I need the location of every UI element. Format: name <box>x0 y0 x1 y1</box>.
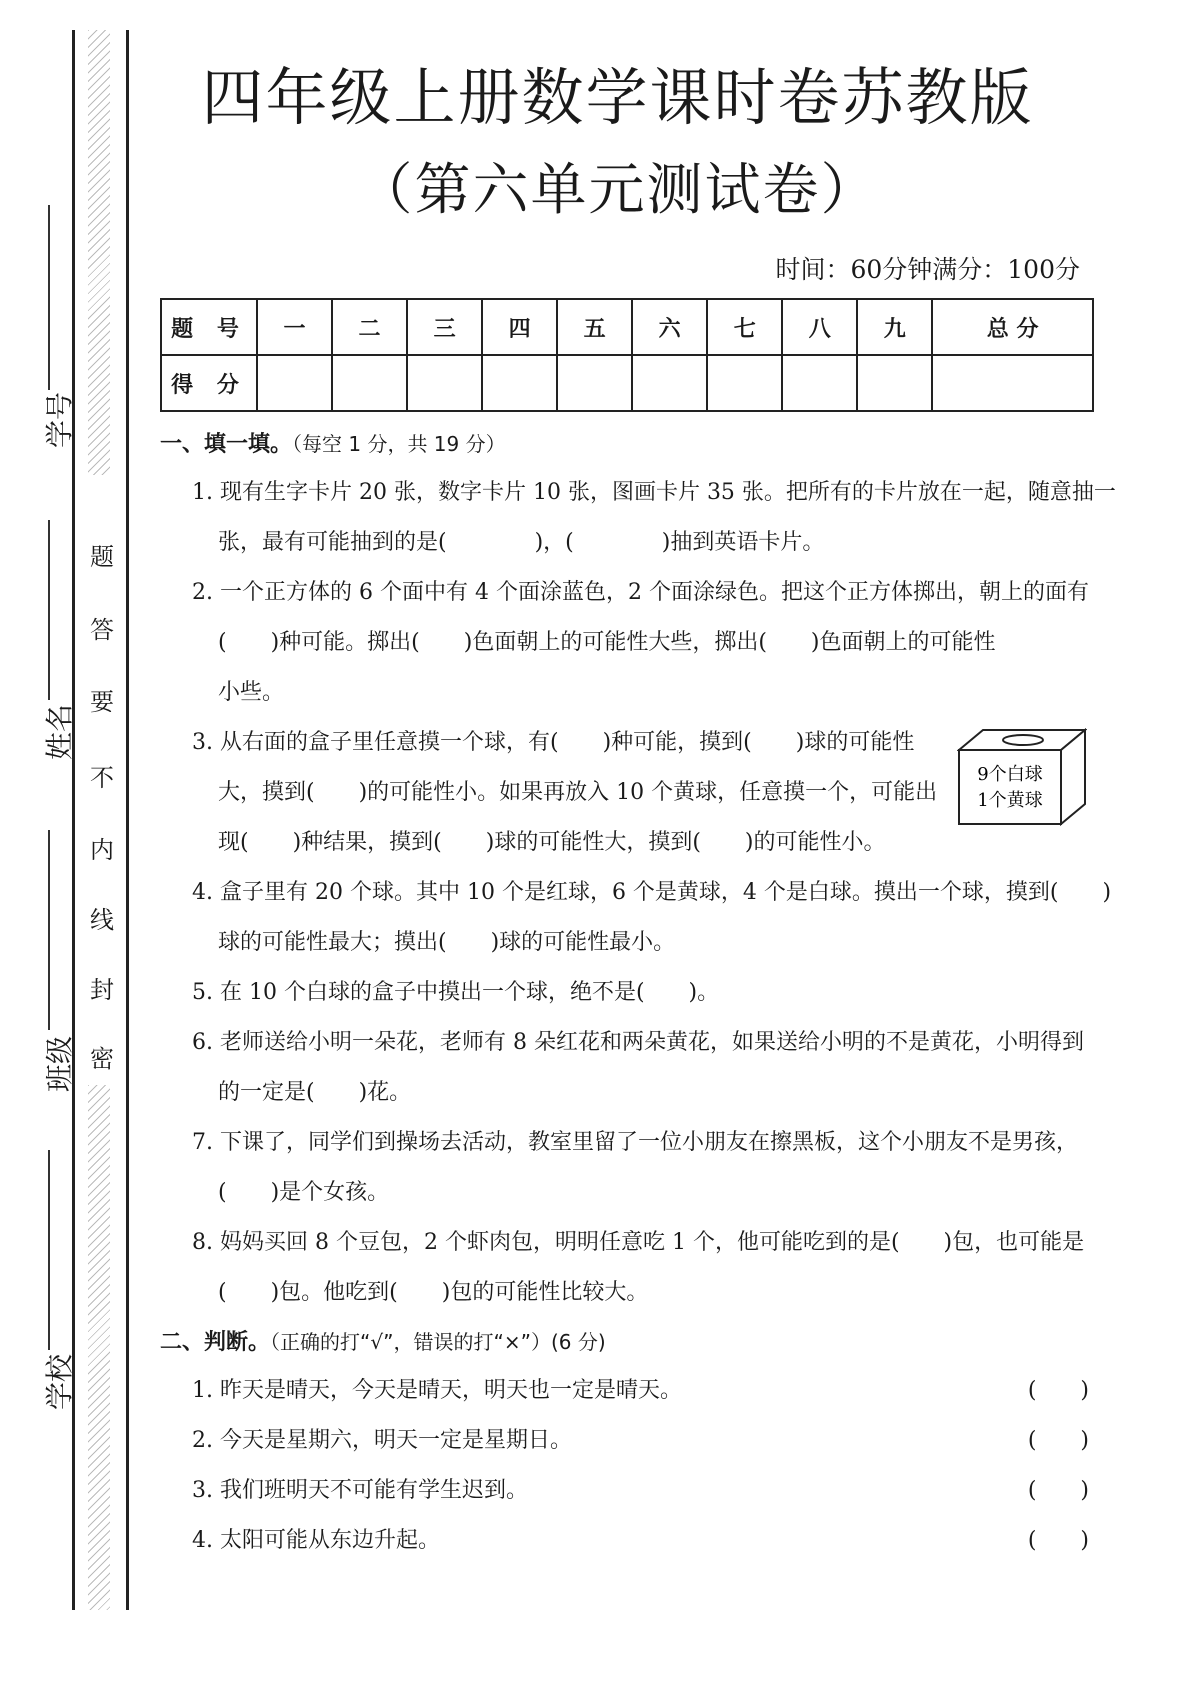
column-header: 二 <box>332 299 407 355</box>
score-cell[interactable] <box>932 355 1093 411</box>
binding-strip <box>0 0 140 1682</box>
column-header: 六 <box>632 299 707 355</box>
score-cell[interactable] <box>857 355 932 411</box>
section-2-note: （正确的打“√”，错误的打“×”）(6 分) <box>270 1330 606 1354</box>
name-label: 姓名 <box>43 704 76 761</box>
seal-char: 题 <box>90 543 114 571</box>
column-header: 三 <box>407 299 482 355</box>
box-label-yellow: 1个黄球 <box>977 790 1043 811</box>
seal-char: 答 <box>90 616 114 644</box>
seal-char: 内 <box>90 836 114 864</box>
judge-item-text: 4. 太阳可能从东边升起。 <box>192 1528 440 1553</box>
judge-item <box>160 1366 1095 1416</box>
section-2-title: 二、判断。 <box>160 1330 271 1355</box>
exam-content <box>160 420 1116 1566</box>
seal-char: 要 <box>90 688 114 716</box>
question-line: 小些。 <box>218 680 285 705</box>
question-line: 2. 一个正方体的 6 个面中有 4 个面涂蓝色，2 个面涂绿色。把这个正方体掷出，朝上的面有 <box>192 580 1089 605</box>
question-line: ( )包。他吃到( )包的可能性比较大。 <box>218 1280 649 1305</box>
judge-item <box>160 1466 1095 1516</box>
column-header: 总 分 <box>932 299 1093 355</box>
hatch-bottom <box>88 1085 110 1610</box>
hatch-top <box>88 30 110 475</box>
score-cell[interactable] <box>332 355 407 411</box>
class-label: 班级 <box>43 1036 76 1093</box>
section-2-heading <box>160 1318 1095 1366</box>
column-header: 九 <box>857 299 932 355</box>
column-header: 一 <box>257 299 332 355</box>
student-id-label: 学号 <box>43 392 76 449</box>
column-header: 四 <box>482 299 557 355</box>
judge-item <box>160 1416 1095 1466</box>
student-id-line <box>48 205 50 390</box>
score-table <box>160 298 1094 412</box>
answer-blank[interactable]: ( ) <box>1027 1528 1089 1553</box>
column-header: 七 <box>707 299 782 355</box>
question-line: 7. 下课了，同学们到操场去活动，教室里留了一位小朋友在擦黑板，这个小朋友不是男孩， <box>192 1130 1078 1155</box>
question-line: 5. 在 10 个白球的盒子中摸出一个球，绝不是( )。 <box>192 980 720 1005</box>
question-line: ( )种可能。掷出( )色面朝上的可能性大些，掷出( )色面朝上的可能性 <box>218 630 996 655</box>
question-line: 3. 从右面的盒子里任意摸一个球，有( )种可能，摸到( )球的可能性 <box>192 730 915 755</box>
seal-char: 不 <box>90 764 114 792</box>
school-label: 学校 <box>43 1354 76 1411</box>
page-title: 四年级上册数学课时卷苏教版 <box>201 61 1034 134</box>
section-1-note: （每空 1 分，共 19 分） <box>292 432 506 456</box>
question-line: 1. 现有生字卡片 20 张，数字卡片 10 张，图画卡片 35 张。把所有的卡片放在一起，随意抽一 <box>192 480 1116 505</box>
section-1-title: 一、填一填。 <box>160 432 293 457</box>
answer-blank[interactable]: ( ) <box>1027 1378 1089 1403</box>
question-line: 4. 盒子里有 20 个球。其中 10 个是红球，6 个是黄球，4 个是白球。摸出一个球，摸到( ) <box>192 880 1112 905</box>
question-line: 8. 妈妈买回 8 个豆包，2 个虾肉包，明明任意吃 1 个，他可能吃到的是( )包，也可能是 <box>192 1230 1085 1255</box>
seal-char: 封 <box>90 976 114 1004</box>
score-cell[interactable] <box>482 355 557 411</box>
score-cell[interactable] <box>407 355 482 411</box>
column-header: 五 <box>557 299 632 355</box>
school-line <box>48 1150 50 1350</box>
score-cell[interactable] <box>257 355 332 411</box>
time-info: 时间：60分钟满分：100分 <box>775 255 1080 284</box>
box-label-white: 9个白球 <box>977 764 1043 785</box>
score-cell[interactable] <box>782 355 857 411</box>
binding-line-right <box>126 30 129 1610</box>
question-3-block <box>160 718 1095 868</box>
score-cell[interactable] <box>557 355 632 411</box>
question-line: ( )是个女孩。 <box>218 1180 390 1205</box>
answer-blank[interactable]: ( ) <box>1027 1478 1089 1503</box>
question-line: 球的可能性最大；摸出( )球的可能性最小。 <box>218 930 676 955</box>
seal-char: 密 <box>90 1045 114 1073</box>
score-table-header-row <box>161 299 1093 355</box>
section-1-heading <box>160 420 1095 468</box>
score-table-score-row <box>161 355 1093 411</box>
score-label: 得 分 <box>161 355 257 411</box>
name-line <box>48 520 50 700</box>
question-line: 的一定是( )花。 <box>218 1080 412 1105</box>
judge-item-text: 3. 我们班明天不可能有学生迟到。 <box>192 1478 528 1503</box>
score-cell[interactable] <box>707 355 782 411</box>
answer-blank[interactable]: ( ) <box>1027 1428 1089 1453</box>
question-line: 大，摸到( )的可能性小。如果再放入 10 个黄球，任意摸一个，可能出 <box>218 780 938 805</box>
judge-item-text: 1. 昨天是晴天，今天是晴天，明天也一定是晴天。 <box>192 1378 682 1403</box>
question-line: 6. 老师送给小明一朵花，老师有 8 朵红花和两朵黄花，如果送给小明的不是黄花，小明得到 <box>192 1030 1084 1055</box>
ball-box-illustration <box>957 728 1087 828</box>
judge-item <box>160 1516 1095 1566</box>
column-header: 八 <box>782 299 857 355</box>
judge-item-text: 2. 今天是星期六，明天一定是星期日。 <box>192 1428 572 1453</box>
question-line: 现( )种结果，摸到( )球的可能性大，摸到( )的可能性小。 <box>218 830 886 855</box>
header-label: 题 号 <box>161 299 257 355</box>
class-line <box>48 830 50 1030</box>
seal-char: 线 <box>90 906 114 934</box>
score-cell[interactable] <box>632 355 707 411</box>
question-line: 张，最有可能抽到的是( )，( )抽到英语卡片。 <box>218 530 825 555</box>
page-subtitle: （第六单元测试卷） <box>356 158 879 223</box>
